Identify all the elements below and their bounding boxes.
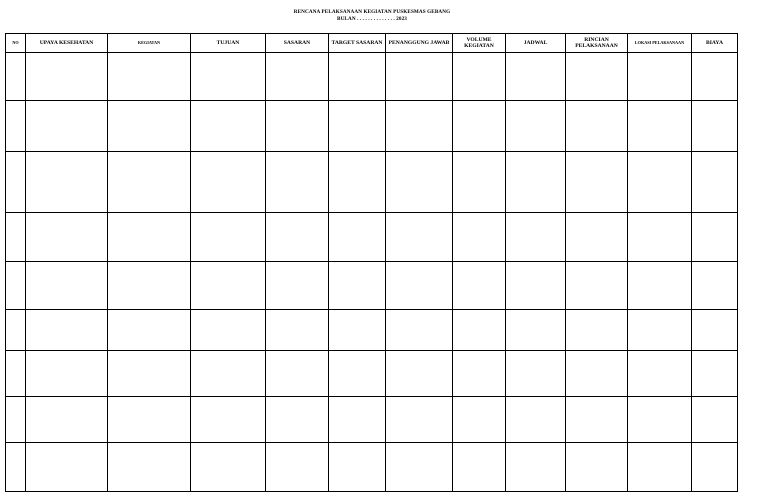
table-cell-lokasi[interactable] bbox=[628, 443, 692, 492]
table-cell-jadwal[interactable] bbox=[506, 213, 566, 262]
table-cell-kegiatan[interactable] bbox=[108, 262, 191, 310]
table-cell-biaya[interactable] bbox=[692, 443, 738, 492]
table-cell-penanggung[interactable] bbox=[386, 397, 453, 443]
table-cell-tujuan[interactable] bbox=[191, 397, 266, 443]
table-cell-penanggung[interactable] bbox=[386, 310, 453, 351]
table-cell-volume[interactable] bbox=[453, 443, 506, 492]
table-cell-no[interactable] bbox=[6, 53, 26, 101]
table-cell-lokasi[interactable] bbox=[628, 310, 692, 351]
table-cell-target[interactable] bbox=[329, 397, 386, 443]
table-cell-jadwal[interactable] bbox=[506, 101, 566, 152]
table-cell-tujuan[interactable] bbox=[191, 213, 266, 262]
table-cell-volume[interactable] bbox=[453, 310, 506, 351]
table-cell-target[interactable] bbox=[329, 262, 386, 310]
table-cell-target[interactable] bbox=[329, 152, 386, 213]
table-cell-kegiatan[interactable] bbox=[108, 443, 191, 492]
table-cell-upaya[interactable] bbox=[26, 101, 108, 152]
header-target-sasaran: TARGET SASARAN bbox=[329, 34, 386, 53]
table-row bbox=[6, 397, 738, 443]
table-cell-no[interactable] bbox=[6, 213, 26, 262]
document-title: RENCANA PELAKSANAAN KEGIATAN PUSKESMAS GEBANG bbox=[293, 9, 451, 15]
table-cell-no[interactable] bbox=[6, 310, 26, 351]
header-biaya: BIAYA bbox=[692, 34, 738, 53]
table-cell-sasaran[interactable] bbox=[266, 152, 329, 213]
table-cell-biaya[interactable] bbox=[692, 101, 738, 152]
table-cell-jadwal[interactable] bbox=[506, 351, 566, 397]
table-cell-kegiatan[interactable] bbox=[108, 152, 191, 213]
table-cell-upaya[interactable] bbox=[26, 397, 108, 443]
table-cell-penanggung[interactable] bbox=[386, 351, 453, 397]
table-cell-volume[interactable] bbox=[453, 101, 506, 152]
table-cell-penanggung[interactable] bbox=[386, 152, 453, 213]
header-jadwal: JADWAL bbox=[506, 34, 566, 53]
table-cell-sasaran[interactable] bbox=[266, 397, 329, 443]
table-cell-lokasi[interactable] bbox=[628, 53, 692, 101]
table-cell-volume[interactable] bbox=[453, 397, 506, 443]
header-penanggung-jawab: PENANGGUNG JAWAB bbox=[386, 34, 453, 53]
table-cell-target[interactable] bbox=[329, 351, 386, 397]
table-cell-lokasi[interactable] bbox=[628, 262, 692, 310]
table-cell-rincian[interactable] bbox=[566, 213, 628, 262]
table-cell-rincian[interactable] bbox=[566, 101, 628, 152]
table-cell-penanggung[interactable] bbox=[386, 262, 453, 310]
table-cell-sasaran[interactable] bbox=[266, 351, 329, 397]
table-cell-upaya[interactable] bbox=[26, 443, 108, 492]
table-cell-biaya[interactable] bbox=[692, 53, 738, 101]
table-cell-sasaran[interactable] bbox=[266, 443, 329, 492]
table-cell-volume[interactable] bbox=[453, 53, 506, 101]
table-cell-upaya[interactable] bbox=[26, 53, 108, 101]
table-cell-rincian[interactable] bbox=[566, 351, 628, 397]
table-row bbox=[6, 53, 738, 101]
table-cell-volume[interactable] bbox=[453, 351, 506, 397]
document-subtitle-month: BULAN . . . . . . . . . . . . . . 2023 bbox=[337, 16, 407, 22]
table-row bbox=[6, 443, 738, 492]
table-cell-upaya[interactable] bbox=[26, 152, 108, 213]
table-cell-tujuan[interactable] bbox=[191, 443, 266, 492]
table-cell-no[interactable] bbox=[6, 101, 26, 152]
header-rincian-pelaksanaan: RINCIAN PELAKSANAAN bbox=[566, 34, 628, 53]
table-cell-no[interactable] bbox=[6, 397, 26, 443]
table-cell-volume[interactable] bbox=[453, 262, 506, 310]
table-cell-upaya[interactable] bbox=[26, 262, 108, 310]
table-cell-tujuan[interactable] bbox=[191, 351, 266, 397]
table-row bbox=[6, 213, 738, 262]
table-row bbox=[6, 101, 738, 152]
table-cell-upaya[interactable] bbox=[26, 351, 108, 397]
table-cell-penanggung[interactable] bbox=[386, 101, 453, 152]
table-cell-lokasi[interactable] bbox=[628, 152, 692, 213]
table-cell-jadwal[interactable] bbox=[506, 443, 566, 492]
table-cell-target[interactable] bbox=[329, 53, 386, 101]
header-tujuan: TUJUAN bbox=[191, 34, 266, 53]
table-cell-jadwal[interactable] bbox=[506, 262, 566, 310]
table-cell-lokasi[interactable] bbox=[628, 351, 692, 397]
table-cell-biaya[interactable] bbox=[692, 213, 738, 262]
table-cell-target[interactable] bbox=[329, 310, 386, 351]
table-header-row bbox=[6, 34, 738, 53]
table-cell-target[interactable] bbox=[329, 213, 386, 262]
table-cell-no[interactable] bbox=[6, 351, 26, 397]
table-cell-volume[interactable] bbox=[453, 152, 506, 213]
activity-plan-table bbox=[5, 33, 738, 492]
table-cell-target[interactable] bbox=[329, 443, 386, 492]
table-cell-penanggung[interactable] bbox=[386, 53, 453, 101]
table-row bbox=[6, 152, 738, 213]
header-lokasi-pelaksanaan: LOKASI PELAKSANAAN bbox=[628, 34, 692, 53]
table-cell-rincian[interactable] bbox=[566, 152, 628, 213]
table-cell-target[interactable] bbox=[329, 101, 386, 152]
table-cell-rincian[interactable] bbox=[566, 443, 628, 492]
table-cell-tujuan[interactable] bbox=[191, 152, 266, 213]
table-row bbox=[6, 262, 738, 310]
table-cell-tujuan[interactable] bbox=[191, 262, 266, 310]
table-cell-penanggung[interactable] bbox=[386, 443, 453, 492]
header-volume-kegiatan: VOLUME KEGIATAN bbox=[453, 34, 506, 53]
table-cell-kegiatan[interactable] bbox=[108, 213, 191, 262]
table-cell-no[interactable] bbox=[6, 443, 26, 492]
table-cell-kegiatan[interactable] bbox=[108, 351, 191, 397]
table-row bbox=[6, 310, 738, 351]
header-sasaran: SASARAN bbox=[266, 34, 329, 53]
table-cell-rincian[interactable] bbox=[566, 262, 628, 310]
table-cell-sasaran[interactable] bbox=[266, 262, 329, 310]
table-cell-jadwal[interactable] bbox=[506, 310, 566, 351]
table-cell-biaya[interactable] bbox=[692, 262, 738, 310]
table-cell-jadwal[interactable] bbox=[506, 397, 566, 443]
table-cell-penanggung[interactable] bbox=[386, 213, 453, 262]
table-cell-rincian[interactable] bbox=[566, 53, 628, 101]
table-cell-rincian[interactable] bbox=[566, 310, 628, 351]
table-cell-no[interactable] bbox=[6, 262, 26, 310]
table-row bbox=[6, 351, 738, 397]
table-cell-lokasi[interactable] bbox=[628, 397, 692, 443]
table-cell-tujuan[interactable] bbox=[191, 53, 266, 101]
table-cell-kegiatan[interactable] bbox=[108, 53, 191, 101]
table-cell-volume[interactable] bbox=[453, 213, 506, 262]
table-cell-lokasi[interactable] bbox=[628, 101, 692, 152]
table-cell-lokasi[interactable] bbox=[628, 213, 692, 262]
table-cell-biaya[interactable] bbox=[692, 310, 738, 351]
table-body bbox=[6, 53, 738, 492]
table-cell-biaya[interactable] bbox=[692, 152, 738, 213]
table-cell-jadwal[interactable] bbox=[506, 152, 566, 213]
table-cell-kegiatan[interactable] bbox=[108, 101, 191, 152]
header-no: NO bbox=[6, 34, 26, 53]
table-cell-kegiatan[interactable] bbox=[108, 310, 191, 351]
table-cell-kegiatan[interactable] bbox=[108, 397, 191, 443]
table-cell-sasaran[interactable] bbox=[266, 101, 329, 152]
table-cell-biaya[interactable] bbox=[692, 351, 738, 397]
table-cell-jadwal[interactable] bbox=[506, 53, 566, 101]
header-kegiatan: KEGIATAN bbox=[108, 34, 191, 53]
table-cell-rincian[interactable] bbox=[566, 397, 628, 443]
table-cell-sasaran[interactable] bbox=[266, 53, 329, 101]
table-cell-sasaran[interactable] bbox=[266, 213, 329, 262]
table-cell-tujuan[interactable] bbox=[191, 310, 266, 351]
table-cell-biaya[interactable] bbox=[692, 397, 738, 443]
table-cell-upaya[interactable] bbox=[26, 213, 108, 262]
table-cell-sasaran[interactable] bbox=[266, 310, 329, 351]
table-cell-upaya[interactable] bbox=[26, 310, 108, 351]
header-upaya-kesehatan: UPAYA KESEHATAN bbox=[26, 34, 108, 53]
table-cell-no[interactable] bbox=[6, 152, 26, 213]
table-cell-tujuan[interactable] bbox=[191, 101, 266, 152]
